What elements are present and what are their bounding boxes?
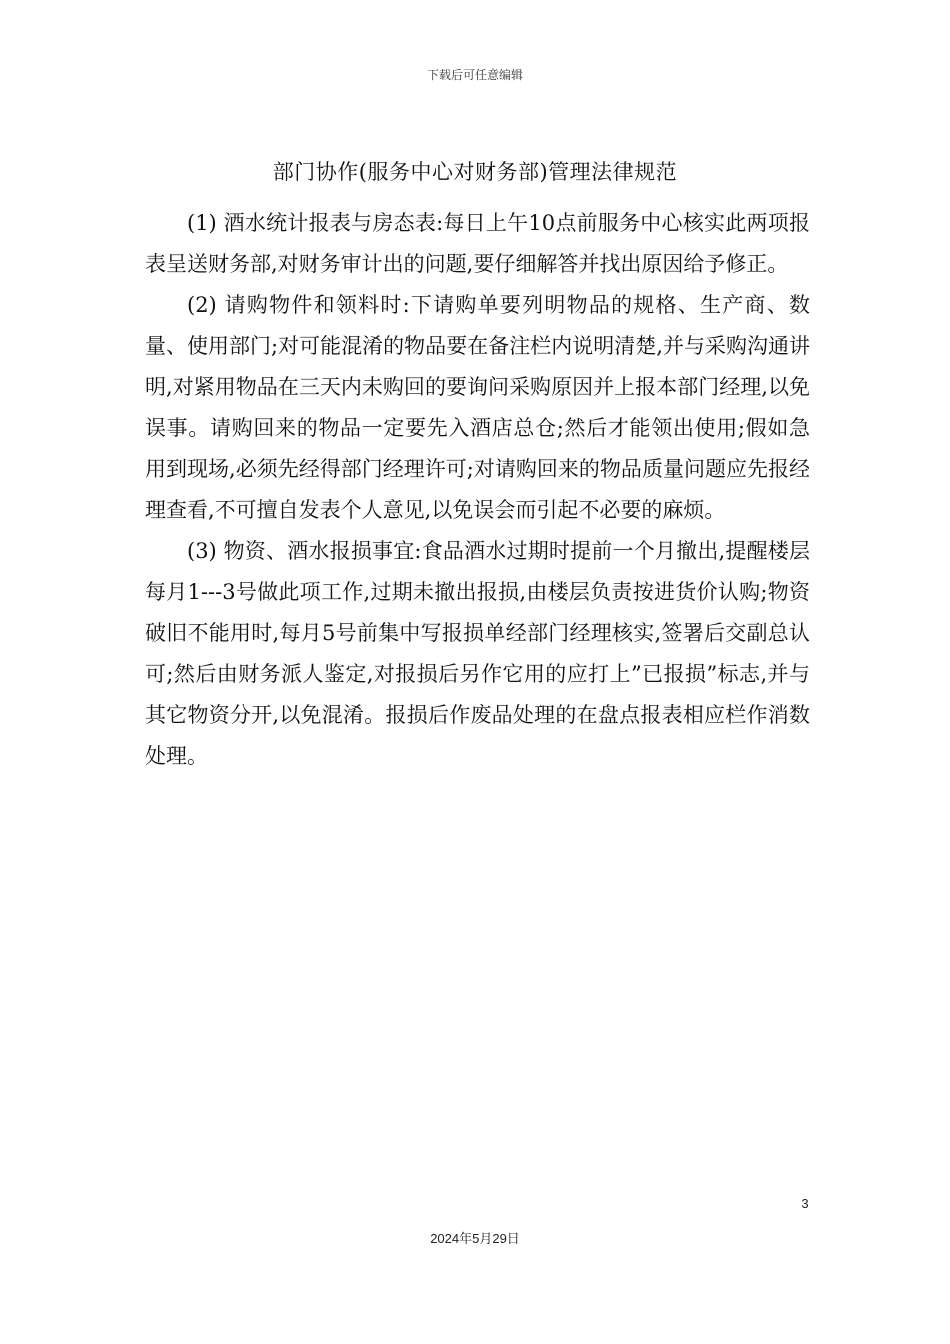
footer-date: 2024年5月29日 — [430, 1231, 520, 1246]
paragraph-3: (3) 物资、酒水报损事宜:食品酒水过期时提前一个月撤出,提醒楼层每月1---3号做此项工作,过期未撤出报损,由楼层负责按进货价认购;物资破旧不能用时,每月5号前集中写报损单经部门经理核实,签署后交副总认可;然后由财务派人鉴定,对报损后另作它用的应打上”已报损”标志,并与其它物资分开,以免混淆。报损后作废品处理的在盘点报表相应栏作消数处理。 — [145, 539, 810, 768]
document-title: 部门协作(服务中心对财务部)管理法律规范 — [272, 160, 678, 184]
document-body — [145, 203, 810, 777]
paragraph-1: (1) 酒水统计报表与房态表:每日上午10点前服务中心核实此两项报表呈送财务部,对财务审计出的问题,要仔细解答并找出原因给予修正。 — [145, 211, 810, 276]
page-number: 3 — [801, 1196, 809, 1211]
paragraph-2: (2) 请购物件和领料时:下请购单要列明物品的规格、生产商、数量、使用部门;对可能混淆的物品要在备注栏内说明清楚,并与采购沟通讲明,对紧用物品在三天内未购回的要询问采购原因并上报本部门经理,以免误事。请购回来的物品一定要先入酒店总仓;然后才能领出使用;假如急用到现场,必须先经得部门经理许可;对请购回来的物品质量问题应先报经理查看,不可擅自发表个人意见,以免误会而引起不必要的麻烦。 — [145, 293, 810, 522]
header-note: 下载后可任意编辑 — [426, 68, 523, 82]
